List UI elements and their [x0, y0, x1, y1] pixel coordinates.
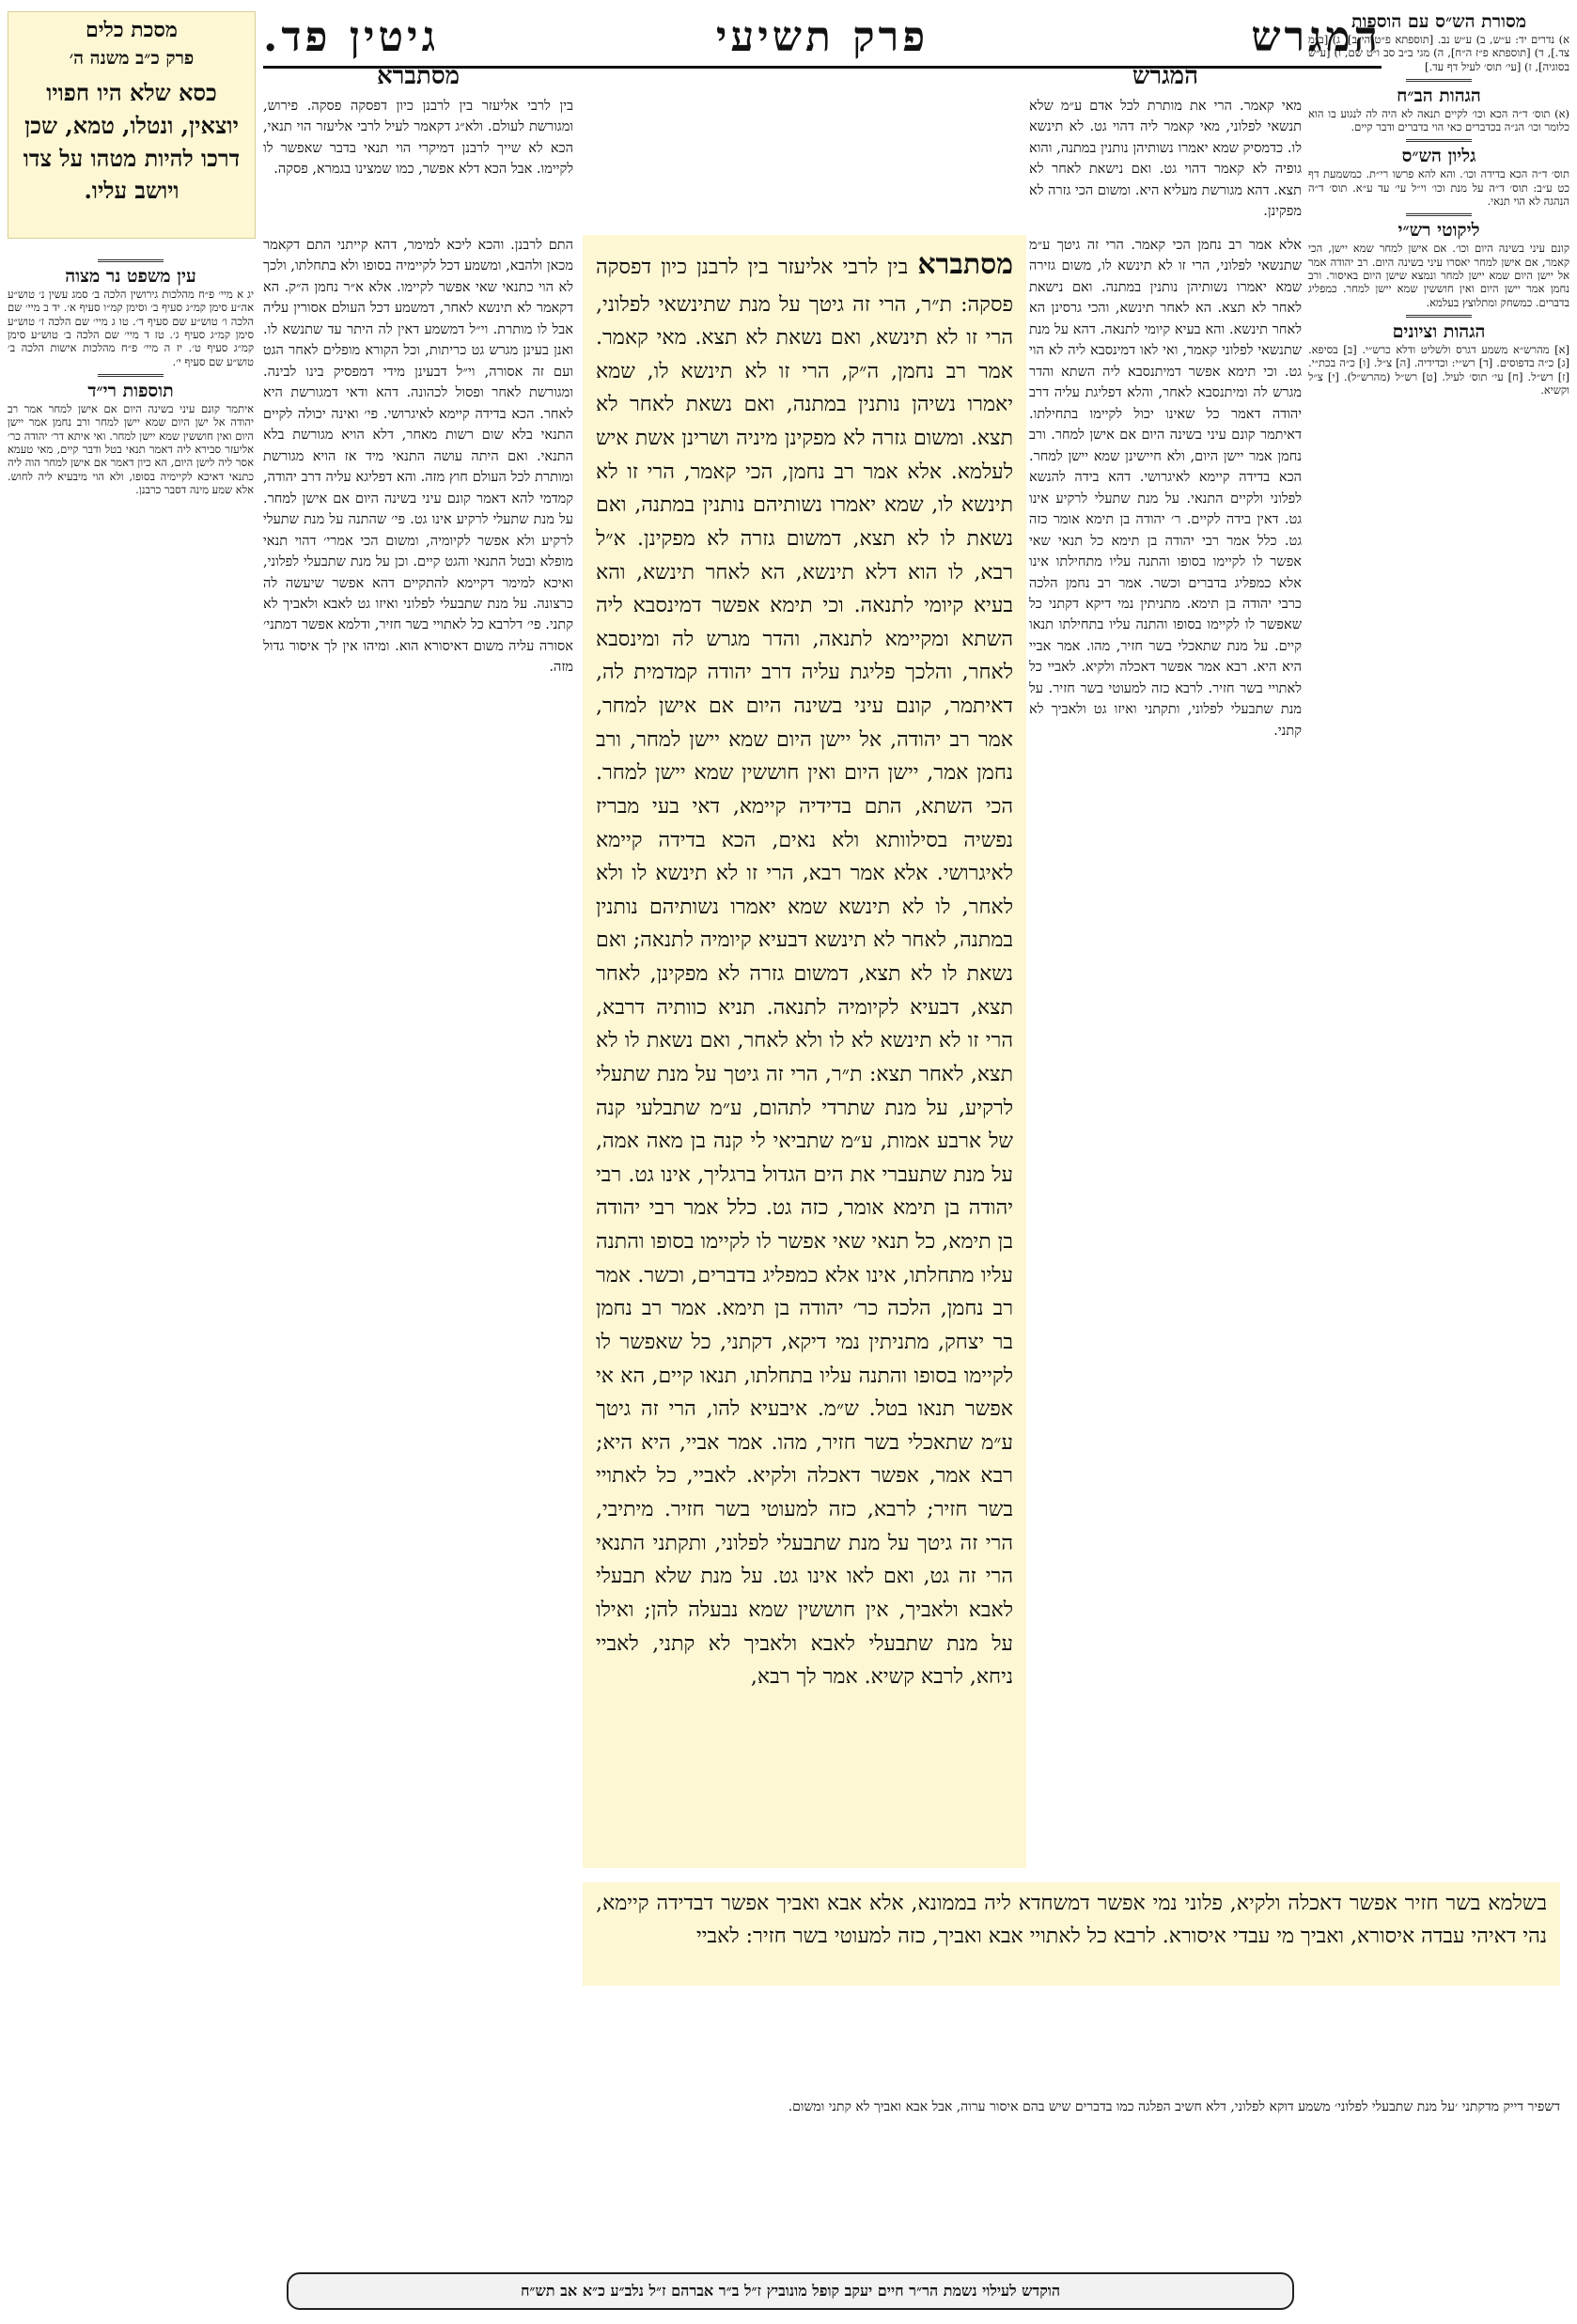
- gemara-main-text: [583, 235, 1026, 1868]
- footer-note: דשפיר דייק מדקתני ׳על מנת שתבעלי לפלוני׳ משמע דוקא לפלוני, דלא חשיב הפלגה כמו בדברים שיש בהם איסור ערוה, אבל אבא ואביך לא קתני ומשום.: [788, 2099, 1560, 2114]
- ornament-divider: [98, 374, 164, 377]
- mesoret-text: א) נדרים יד: ע״ש, ב) ע״ש נב. [תוספתא פ״ט הי״ב], ג) [ב״מ צד.], ד) [תוספתא פ״ז ה״ח], ה) מגי ב״ב סב ו״ט שם, ו) [ע״ש בסוגיה], ז) [עי׳ תוס׳ לעיל דף עד.]: [1308, 32, 1569, 73]
- hagahot-habach-section: [1308, 86, 1569, 134]
- hagahot-text: (א) תוס׳ ד״ה הכא וכו׳ לקיים תנאה לא היה לה לנגוע בו הוא כלומר וכו׳ הנ״ה בכדברים כאי הוי בדברים ודבר קיים.: [1308, 106, 1569, 134]
- gilyon-text: תוס׳ ד״ה הכא בדידה וכו׳. והא להא פרשו רי״ת. כמשמעת דף כט ע״ב: תוס׳ ד״ה על מנת וכו׳ וי״ל עי׳ עד ע״א. תוס׳ ד״ה הנהגה לא הוי תנאי.: [1308, 167, 1569, 209]
- likutei-rashi-section: [1308, 220, 1569, 309]
- ornament-divider: [98, 259, 164, 262]
- ornament-divider: [1406, 79, 1472, 82]
- gemara-body: בין לרבי אליעזר בין לרבנן כיון דפסקה פסקה: ת״ר, הרי זה גיטך על מנת שתינשאי לפלוני, הרי זו לא תינשא, ואם נשאת לא תצא. מאי קאמר. אמר רב נחמן, ה״ק, הרי זו לא תינשא לו, שמא יאמרו נשיהן נותנין במתנה, ואם נשאת לאחר לא תצא. ומשום גזרה לא מפקינן מיניה ושרינן אשת איש לעלמא. אלא אמר רב נחמן, הכי קאמר, הרי זו לא תינשא לו, שמא יאמרו נשותיהם נותנין במתנה, ואם נשאת לו לא תצא, דמשום גזרה לא מפקינן. א״ל רבא, לו הוא דלא תינשא, הא לאחר תינשא, והא בעיא קיומי לתנאה. וכי תימא אפשר דמינסבא ליה השתא ומקיימא לתנאה, והדר מגרש לה ומינסבא לאחר, והלכך פליגת עליה דרב יהודה קמדמית לה, דאיתמר, קונם עיני בשינה היום אם אישן למחר, אמר רב יהודה, אל יישן היום שמא יישן למחר, ורב נחמן אמר, יישן היום ואין חוששין שמא יישן למחר. הכי השתא, התם בדידיה קיימא, דאי בעי מבריז נפשיה בסילוותא ולא נאים, הכא בדידה קיימא לאיגרושי. אלא אמר רבא, הרי זו לא תינשא לו ולא לאחר, לו לא תינשא שמא יאמרו נשותיהם נותנין במתנה, לאחר לא תינשא דבעיא קיומיה לתנאה; ואם נשאת לו לא תצא, דמשום גזרה לא מפקינן, לאחר תצא, דבעיא לקיומיה לתנאה. תניא כוותיה דרבא, הרי זו לא תינשא לא לו ולא לאחר, ואם נשאת לו לא תצא, לאחר תצא: ת״ר, הרי זה גיטך על מנת שתעלי לרקיע, על מנת שתרדי לתהום, ע״מ שתבלעי קנה של ארבע אמות, ע״מ שתביאי לי קנה בן מאה אמה, על מנת שתעברי את הים הגדול ברגליך, אינו גט. רבי יהודה בן תימא אומר, כזה גט. כלל אמר רבי יהודה בן תימא, כל תנאי שאי אפשר לו לקיימו בסופו והתנה עליו מתחלתו, אינו אלא כמפליג בדברים, וכשר. אמר רב נחמן, הלכה כר׳ יהודה בן תימא. אמר רב נחמן בר יצחק, מתניתין נמי דיקא, דקתני, כל שאפשר לו לקיימו בסופו והתנה עליו בתחלתו, תנאו קיים, הא אי אפשר תנאו בטל. ש״מ. איבעיא להו, הרי זה גיטך ע״מ שתאכלי בשר חזיר, מהו. אמר אביי, היא היא; רבא אמר, אפשר דאכלה ולקיא. לאביי, כל לאתויי בשר חזיר; לרבא, כזה למעוטי בשר חזיר. מיתיבי, הרי זה גיטך על מנת שתבעלי לפלוני, ותקתני התנאי הרי זה גט, ואם לאו אינו גט. על מנת שלא תבעלי לאבא ולאביך, אין חוששין שמא נבעלה להן; ואילו על מנת שתבעלי לאבא ולאביך לא קתני, לאביי ניחא, לרבא קשיא. אמר לך רבא,: [596, 256, 1013, 1690]
- tosafot-rid-section: [8, 381, 254, 496]
- ornament-divider: [1406, 213, 1472, 216]
- perek-title: פרק תשיעי: [715, 13, 929, 61]
- gemara-bottom-text: בשלמא בשר חזיר אפשר דאכלה ולקיא, פלוני נמי אפשר דמשחדא ליה בממונא, אלא אבא ואביך אפשר דבדידה קיימא, נהי דאיהי עבדה איסורא, ואביך מי עבדי איסורא. לרבא כל לאתויי אבא ואביך, כזה למעוטי בשר חזיר: לאביי: [583, 1882, 1560, 1986]
- hagahot-tziyunim-section: [1308, 321, 1569, 397]
- hagahot-title: הגהות הב״ח: [1397, 85, 1481, 106]
- ein-mishpat-text: יג א מיי׳ פ״ח מהלכות גירושין הלכה ב׳ סמג עשין נ׳ טוש״ע אה״ע סימן קמ״ג סעיף ב׳ וסימן קמ״ו סעיף א׳. יד ב מיי׳ שם הלכה ו׳ טוש״ע שם סעיף ד׳. טו ג מיי׳ שם הלכה ז׳ טוש״ע סימן קמ״ג סעיף ג׳. טז ד מיי׳ שם הלכה ב׳ טוש״ע סימן קמ״ג סעיף ט׳. יז ה מיי׳ פ״ח מהלכות אישות הלכה ב׳ טוש״ע שם סעיף י׳.: [8, 287, 254, 368]
- gemara-opening-word: מסתברא: [917, 248, 1013, 281]
- masechet-box-text: כסא שלא היו חפויו יוצאין, ונטלו, טמא, שכן דרכו להיות מטהו על צדו ויושב עליו.: [23, 79, 241, 205]
- gilyon-title: גליון הש״ס: [1401, 146, 1476, 167]
- tosafot-column: התם לרבנן. והכא ליכא למימר, דהא קייתני התם דקאמר מכאן ולהבא, ומשמע דכל לקיימיה בסופו ולא בתחלתו, ולכך לא הוי כתנאי שאי אפשר לקיימו. אלא א״ר נחמן ה״ק. הא דקאמר לא תינשא לאחר, דמשמע דכל העולם אסורין עליה אבל לו מותרת. וי״ל דמשמע דאין לה היתר עד שתנשא לו. ואנן בעינן מגרש גט כריתות, וכל הקורא מופלים לאחר הגט ועם זה אסורה, וי״ל דבעינן מידי דמפסיק בינו לבינה. ומגורשת לאחר ופסול לכהונה. דהא ודאי דמגורשת היא לאחר. הכא בדידה קיימא לאיגרושי. פי׳ ואינה יכולה לקיים התנאי בלא שום רשות מאחר, דלא הויא מגורשת בלא התנאי. ואם היתה עושה התנאי מיד אז הויא מגורשת ומותרת לכל העולם חוץ מזה. והא דפליגא עליה דרב יהודה, קמדמי להא דאמר קונם עיני בשינה היום אם אישן למחר. על מנת שתעלי לרקיע אינו גט. פי׳ שהתנה על מנת שתעלי לרקיע ולא אפשר לקיומיה, ומשום הכי אמרי׳ דהוי תנאי מופלא ובטל התנאי והגט קיים. וכן על מנת שתבעלי לפלוני, ואיכא למימר דקיימא להתקיים דהא אפשר שיעשה לה כרצונה. על מנת שתבעלי לפלוני ואיזו גט לאבא ולאביך לא קתני. פי׳ דלרבא כל לאתויי בשר חזיר, ודלמא אפשר דמתני׳ אסורה עליה משום דאיסורא הוא. ומיהו אין לך איסור גדול מזה.: [263, 238, 573, 676]
- chapter-name: המגרש: [1251, 13, 1382, 61]
- page-title: גיטין פד.: [263, 13, 440, 61]
- tosafot-rid-text: איתמר קונם עיני בשינה היום אם אישן למחר אמר רב יהודה אל ישן היום שמא יישן למחר ורב נחמן אמר יישן היום ואין חוששין שמא יישן למחר. ואי איתא דר׳ יהודה כר׳ אליעזר סבירא ליה דאמר תנאי בטל ודבר קיים, מאי טעמא אסר ליה לישן היום, הא כיון דאמר אם אישן למחר הוה ליה כתנאי דאיכא לקיימיה בסופו, ולא הוי מיבעיא ליה לחוש. אלא שמע מינה דסבר כרבנן.: [8, 401, 254, 497]
- likutei-text: קונם עיני בשינה היום וכו׳. אם אישן למחר שמא יישן, הכי קאמר, אם אישן למחר יאסרו עיני בשינה היום. רב יהודה אמר אל יישן היום שמא יישן למחר ונמצא שישן היום באיסור. ורב נחמן אמר יישן היום ואין חוששין שמא יישן למחר. כמפליג בדברים. כמשחק ומתלוצץ בעלמא.: [1308, 242, 1569, 309]
- dedication-banner: הוקדש לעילוי נשמת הר״ר חיים יעקב קופל מונוביץ ז״ל ב״ר אברהם ז״ל נלב״ע כ״א אב תש״ח: [287, 2272, 1294, 2310]
- masechet-box-title: מסכת כלים: [86, 18, 178, 42]
- tziyunim-text: [א] מהרש״א משמע דגרס ולשליט ודלא כרש״י. [ב] בסיפא. [ג] כ״ה בדפוסים. [ד] רש״י: וכדידיה. [ה] צ״ל. [ו] כ״ה בכת״י. [ז] רש״ל. [ח] עי׳ תוס׳ לעיל. [ט] רש״ל (מהרש״ל). [י] צ״ל וקשיא.: [1308, 342, 1569, 397]
- tziyunim-title: הגהות וציונים: [1392, 321, 1486, 343]
- ornament-divider: [1406, 315, 1472, 318]
- rashi-column: אלא אמר רב נחמן הכי קאמר. הרי זה גיטך ע״מ שתנשאי לפלוני, הרי זו לא תינשא לו, משום גזירה שמא יאמרו נשותיהן נותנין במתנה. ואם נישאת לאחר לא תצא. הא לאחר תינשא, והכי גרסינן הא לאחר תינשא. והא בעיא קיומי לתנאה. דהא על מנת שתנשאי לפלוני קאמר, ואי לאו דמינסבא ליה לא הוי גט. וכי תימא אפשר דמיתנסבא ליה השתא והדר מגרש לה ומיתנסבא לאחר, והלא דפליגת עליה דרב יהודה דאמר כל שאינו יכול לקיימו בתחילתו. דאיתמר קונם עיני בשינה היום אם אישן למחר. ורב נחמן אמר יישן היום, ולא חיישינן שמא יישן למחר. הכא בדידה קיימא לאיגרושי. דהא בידה להנשא לפלוני ולקיים התנאי. על מנת שתעלי לרקיע אינו גט. דאין בידה לקיים. ר׳ יהודה בן תימא אומר כזה גט. כלל אמר רבי יהודה בן תימא כל תנאי שאי אפשר לו לקיימו בסופו והתנה עליו מתחילתו אינו אלא כמפליג בדברים וכשר. אמר רב נחמן הלכה כרבי יהודה בן תימא. מתניתין נמי דיקא דקתני כל שאפשר לו לקיימו בסופו והתנה עליו בתחילתו תנאו קיים. על מנת שתאכלי בשר חזיר, מהו. אמר אביי היא היא. רבא אמר אפשר דאכלה ולקיא. לאביי כל לאתויי בשר חזיר. לרבא כזה למעוטי בשר חזיר. על מנת שתבעלי לפלוני, ותקתני ואיזו גט ולאביך לא קתני.: [1029, 238, 1302, 739]
- tosafot-rid-title: תוספות רי״ד: [87, 381, 174, 402]
- ein-mishpat-section: [8, 266, 254, 368]
- mesoret-title: מסורת הש״ס עם הוספות: [1351, 11, 1527, 32]
- masechet-box-subtitle: פרק כ״ב משנה ה׳: [69, 48, 195, 69]
- masechet-keilim-box: [8, 11, 256, 239]
- ein-mishpat-title: עין משפט נר מצוה: [65, 266, 196, 287]
- mesoret-hashas-section: [1308, 11, 1569, 73]
- likutei-title: ליקוטי רש״י: [1397, 220, 1480, 242]
- rashi-heading: המגרש: [1132, 62, 1199, 90]
- left-sidebar: [8, 254, 254, 2190]
- tosafot-heading: מסתברא: [376, 62, 461, 90]
- gilyon-hashas-section: [1308, 146, 1569, 208]
- right-sidebar: [1308, 11, 1569, 2201]
- tosafot-top-text: בין לרבי אליעזר בין לרבנן כיון דפסקה פסקה. פירוש, ומגורשת לעולם. ולא״ג דקאמר לעיל לרבי אליעזר הוי תנאי, הכא לא שייך לרבנן דמיקרי הוי תנאי בדבר שאפשר לו לקיימו. אבל הכא דלא אפשר, כמו שמצינו בגמרא, פסקה.: [263, 99, 573, 178]
- rashi-top-text: מאי קאמר. הרי את מותרת לכל אדם ע״מ שלא תנשאי לפלוני, מאי קאמר ליה דהוי גט. לא תינשא לו. כדמסיק שמא יאמרו נשותיהן נותנין במתנה, והוא גופיה לא קאמר דהוי גט. ואם נישאת לאחר לא תצא. דהא מגורשת מעליא היא. ומשום הכי גזרה לא מפקינן.: [1029, 99, 1302, 220]
- page-header: [263, 13, 1382, 69]
- ornament-divider: [1406, 139, 1472, 142]
